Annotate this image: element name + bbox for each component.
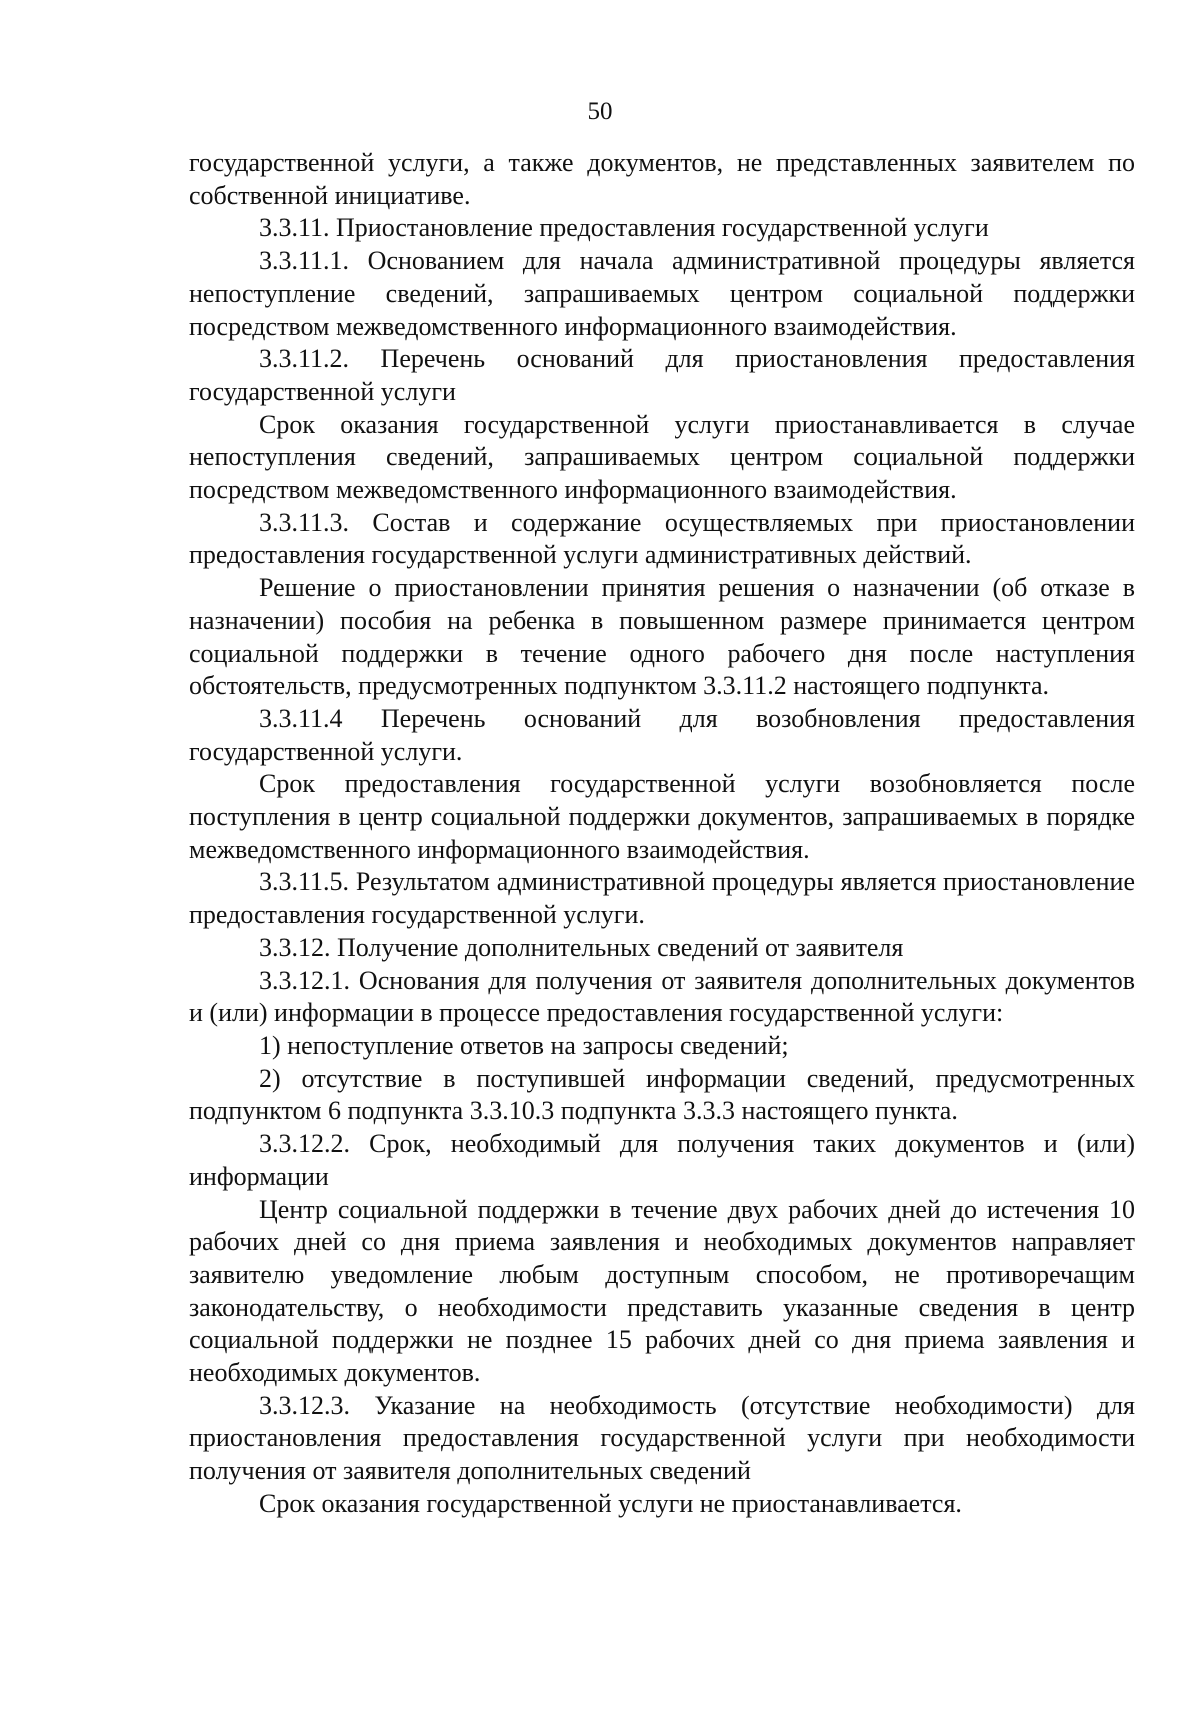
section-heading: 3.3.12. Получение дополнительных сведений от заявителя xyxy=(259,932,904,962)
page-number: 50 xyxy=(587,98,613,125)
paragraph: 3.3.12.1. Основания для получения от заявителя дополнительных документов и (или) информации в процессе предоставления государственной услуги: xyxy=(189,965,1135,1028)
paragraph: государственной услуги, а также документов, не представленных заявителем по собственной инициативе. xyxy=(189,148,1135,210)
paragraph: 3.3.12.3. Указание на необходимость (отсутствие необходимости) для приостановления предоставления государственной услуги при необходимости получения от заявителя дополнительных сведений xyxy=(189,1390,1135,1486)
paragraph: Срок оказания государственной услуги приостанавливается в случае непоступления сведений, запрашиваемых центром социальной поддержки посредством межведомственного информационного взаимодействия. xyxy=(189,409,1135,505)
paragraph: Срок предоставления государственной услуги возобновляется после поступления в центр социальной поддержки документов, запрашиваемых в порядке межведомственного информационного взаимодействия. xyxy=(189,769,1135,864)
paragraph: Центр социальной поддержки в течение двух рабочих дней до истечения 10 рабочих дней со дня приема заявления и необходимых документов направляет заявителю уведомление любым доступным способом, не противоречащим законодательству, о необходимости представить указанные сведения в центр социальной поддержки не позднее 15 рабочих дней со дня приема заявления и необходимых документов. xyxy=(189,1194,1135,1388)
section-heading: 3.3.11. Приостановление предоставления государственной услуги xyxy=(259,213,989,243)
paragraph: Срок оказания государственной услуги не приостанавливается. xyxy=(259,1488,962,1518)
list-item: 2) отсутствие в поступившей информации сведений, предусмотренных подпунктом 6 подпункта 3.3.10.3 подпункта 3.3.3 настоящего пункта. xyxy=(189,1063,1135,1126)
list-item: 1) непоступление ответов на запросы сведений; xyxy=(259,1030,789,1060)
paragraph: 3.3.11.1. Основанием для начала административной процедуры является непоступление сведений, запрашиваемых центром социальной поддержки посредством межведомственного информационного взаимодействия. xyxy=(189,246,1135,341)
paragraph: 3.3.11.5. Результатом административной процедуры является приостановление предоставления государственной услуги. xyxy=(189,867,1135,930)
document-body xyxy=(189,147,1135,1521)
paragraph: 3.3.11.4 Перечень оснований для возобновления предоставления государственной услуги. xyxy=(189,703,1135,766)
paragraph: 3.3.11.2. Перечень оснований для приостановления предоставления государственной услуги xyxy=(189,344,1135,406)
paragraph: Решение о приостановлении принятия решения о назначении (об отказе в назначении) пособия на ребенка в повышенном размере принимается центром социальной поддержки в течение одного рабочего дня после наступления обстоятельств, предусмотренных подпунктом 3.3.11.2 настоящего подпункта. xyxy=(189,573,1135,701)
paragraph: 3.3.12.2. Срок, необходимый для получения таких документов и (или) информации xyxy=(189,1129,1135,1191)
paragraph: 3.3.11.3. Состав и содержание осуществляемых при приостановлении предоставления государственной услуги административных действий. xyxy=(189,507,1135,570)
